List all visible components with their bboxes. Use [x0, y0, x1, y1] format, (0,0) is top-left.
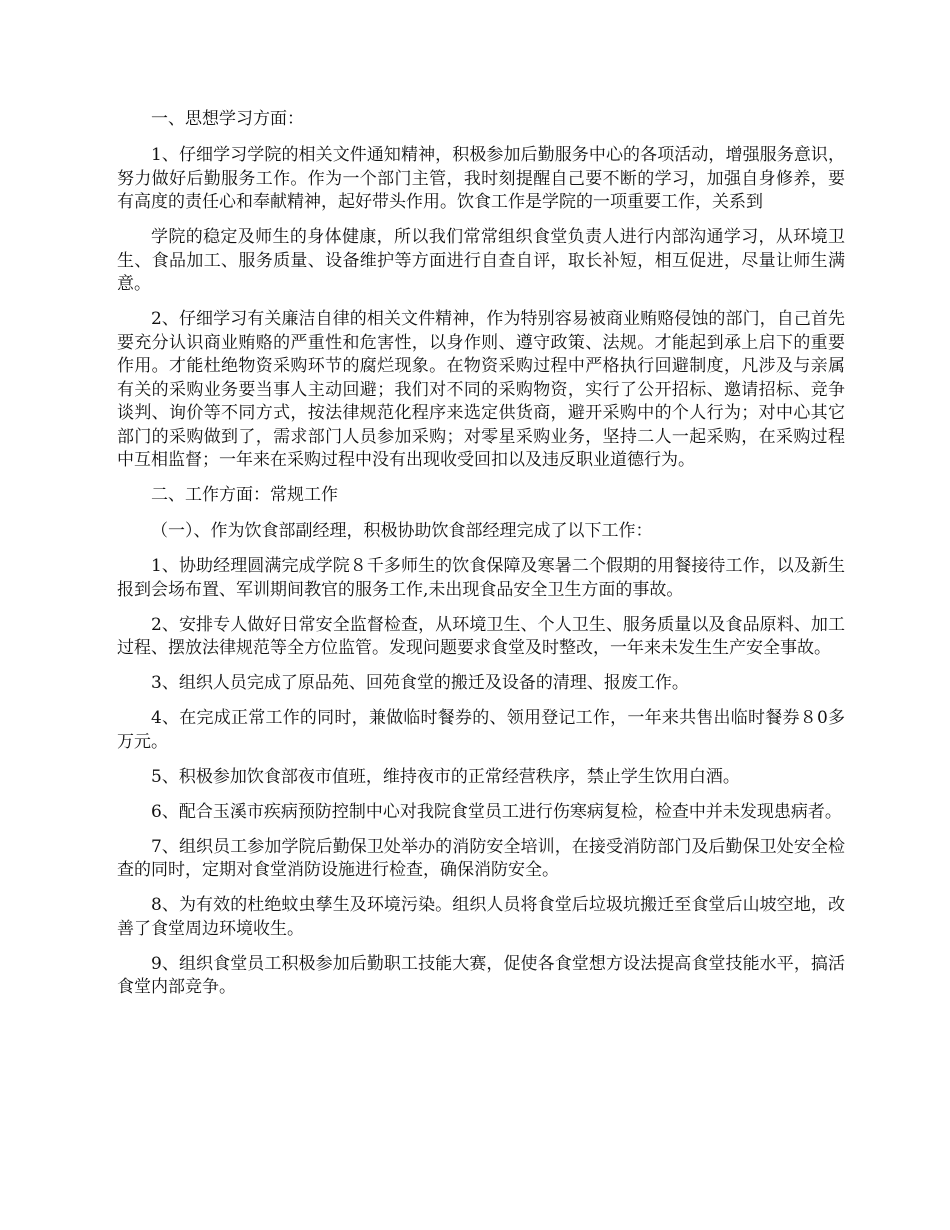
paragraph-work-item-6: 6、配合玉溪市疾病预防控制中心对我院食堂员工进行伤寒病复检，检查中并未发现患病者。: [151, 801, 842, 822]
subsection-heading-assist-manager: （一）、作为饮食部副经理，积极协助饮食部经理完成了以下工作：: [151, 521, 653, 541]
paragraph-work-item-9: 9、组织食堂员工积极参加后勤职工技能大赛，促使各食堂想方设法提高食堂技能水平，搞活食堂内部竞争。: [117, 953, 845, 997]
document-body: [117, 108, 845, 1011]
section-heading-work: 二、工作方面：常规工作: [151, 485, 338, 505]
paragraph-study-item-1-continued: 学院的稳定及师生的身体健康，所以我们常常组织食堂负责人进行内部沟通学习，从环境卫生、食品加工、服务质量、设备维护等方面进行自查自评，取长补短，相互促进，尽量让师生满意。: [117, 227, 845, 294]
paragraph-work-item-4: 4、在完成正常工作的同时，兼做临时餐券的、领用登记工作，一年来共售出临时餐券８0多万元。: [117, 708, 845, 752]
paragraph-study-item-2: 2、仔细学习有关廉洁自律的相关文件精神，作为特别容易被商业贿赂侵蚀的部门，自己首先要充分认识商业贿赂的严重性和危害性，以身作则、遵守政策、法规。才能起到承上启下的重要作用。才能杜绝物资采购环节的腐烂现象。在物资采购过程中严格执行回避制度，凡涉及与亲属有关的采购业务要当事人主动回避；我们对不同的采购物资，实行了公开招标、邀请招标、竞争谈判、询价等不同方式，按法律规范化程序来选定供货商，避开采购中的个人行为；对中心其它部门的采购做到了，需求部门人员参加采购；对零星采购业务，坚持二人一起采购，在采购过程中互相监督；一年来在采购过程中没有出现收受回扣以及违反职业道德行为。: [117, 309, 845, 470]
paragraph-work-item-3: 3、组织人员完成了原品苑、回苑食堂的搬迁及设备的清理、报废工作。: [151, 673, 689, 693]
paragraph-work-item-1: 1、协助经理圆满完成学院８千多师生的饮食保障及寒暑二个假期的用餐接待工作，以及新生报到会场布置、军训期间教官的服务工作,未出现食品安全卫生方面的事故。: [117, 556, 845, 600]
paragraph-study-item-1: 1、仔细学习学院的相关文件通知精神，积极参加后勤服务中心的各项活动，增强服务意识，努力做好后勤服务工作。作为一个部门主管，我时刻提醒自己要不断的学习，加强自身修养，要有高度的责任心和奉献精神，起好带头作用。饮食工作是学院的一项重要工作，关系到: [117, 145, 845, 212]
paragraph-work-item-7: 7、组织员工参加学院后勤保卫处举办的消防安全培训，在接受消防部门及后勤保卫处安全检查的同时，定期对食堂消防设施进行检查，确保消防安全。: [117, 836, 845, 880]
paragraph-work-item-2: 2、安排专人做好日常安全监督检查，从环境卫生、个人卫生、服务质量以及食品原料、加工过程、摆放法律规范等全方位监管。发现问题要求食堂及时整改，一年来未发生生产安全事故。: [117, 614, 845, 658]
section-heading-thought-study: 一、思想学习方面：: [151, 109, 304, 129]
paragraph-work-item-8: 8、为有效的杜绝蚊虫孳生及环境污染。组织人员将食堂后垃圾坑搬迁至食堂后山坡空地，改善了食堂周边环境收生。: [117, 895, 845, 939]
paragraph-work-item-5: 5、积极参加饮食部夜市值班，维持夜市的正常经营秩序，禁止学生饮用白酒。: [151, 766, 740, 787]
